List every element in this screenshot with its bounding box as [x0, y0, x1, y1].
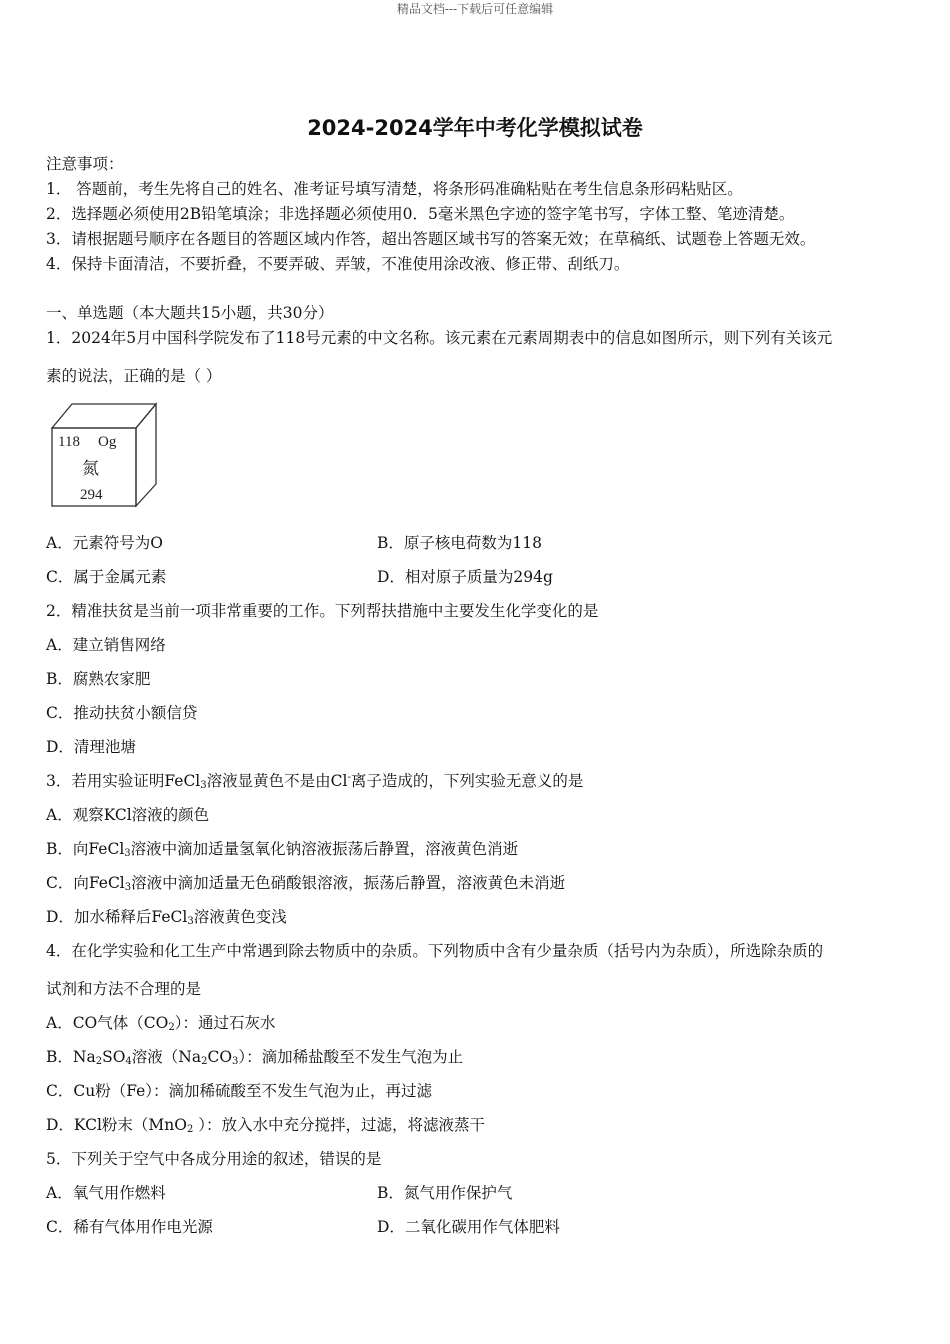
q1-option-b: B．原子核电荷数为118	[377, 534, 542, 552]
q1-option-d: D．相对原子质量为294g	[377, 568, 553, 586]
q4-option-d: D．KCl粉末（MnO$_2$ ）：放入水中充分搅拌，过滤，将滤液蒸干	[46, 1116, 486, 1135]
q1-option-a: A．元素符号为O	[46, 534, 163, 552]
q3-stem: 3．若用实验证明FeCl$_3$溶液显黄色不是由Cl-离子造成的，下列实验无意义的是	[46, 772, 584, 791]
header-note: 精品文档---下载后可任意编辑	[396, 2, 554, 16]
q5-stem: 5．下列关于空气中各成分用途的叙述，错误的是	[46, 1150, 382, 1168]
q1-option-c: C．属于金属元素	[46, 568, 167, 586]
element-name: 氮	[82, 459, 99, 479]
q2-option-b: B．腐熟农家肥	[46, 670, 151, 688]
element-cell-diagram	[48, 402, 160, 510]
q2-option-a: A．建立销售网络	[46, 636, 166, 654]
element-symbol: Og	[98, 434, 117, 450]
page-title: 2024-2024学年中考化学模拟试卷	[307, 116, 643, 140]
q1-stem-line2: 素的说法，正确的是（ ）	[46, 367, 222, 385]
q2-option-c: C．推动扶贫小额信贷	[46, 704, 198, 722]
element-mass: 294	[80, 487, 103, 503]
q3-option-a: A．观察KCl溶液的颜色	[46, 806, 210, 824]
q2-stem: 2．精准扶贫是当前一项非常重要的工作。下列帮扶措施中主要发生化学变化的是	[46, 602, 599, 620]
notice-item-2: 2．选择题必须使用2B铅笔填涂；非选择题必须使用0．5毫米黑色字迹的签字笔书写，字体工整、笔迹清楚。	[46, 205, 795, 223]
section-heading: 一、单选题（本大题共15小题，共30分）	[46, 304, 334, 322]
q4-option-a: A．CO气体$(CO_2)$：通过石灰水	[46, 1014, 276, 1033]
q4-option-c: C．Cu粉（Fe）：滴加稀硫酸至不发生气泡为止，再过滤	[46, 1082, 433, 1100]
notice-item-4: 4．保持卡面清洁，不要折叠，不要弄破、弄皱，不准使用涂改液、修正带、刮纸刀。	[46, 255, 630, 273]
q4-stem-line1: 4．在化学实验和化工生产中常遇到除去物质中的杂质。下列物质中含有少量杂质（括号内为杂质），所选除杂质的	[46, 942, 824, 960]
q5-option-d: D．二氧化碳用作气体肥料	[377, 1218, 560, 1236]
notice-item-1: 1． 答题前，考生先将自己的姓名、准考证号填写清楚，将条形码准确粘贴在考生信息条形码粘贴区。	[46, 180, 743, 198]
q3-option-b: B．向FeCl$_3$溶液中滴加适量氢氧化钠溶液振荡后静置，溶液黄色消逝	[46, 840, 519, 859]
q4-option-b: B．$Na_2SO_4$溶液$(Na_2CO_3)$：滴加稀盐酸至不发生气泡为止	[46, 1048, 464, 1067]
q3-option-d: D．加水稀释后FeCl$_3$溶液黄色变浅	[46, 908, 287, 927]
q5-option-a: A．氧气用作燃料	[46, 1184, 166, 1202]
q4-stem-line2: 试剂和方法不合理的是	[46, 980, 202, 998]
q1-stem-line1: 1．2024年5月中国科学院发布了118号元素的中文名称。该元素在元素周期表中的信息如图所示，则下列有关该元	[46, 329, 833, 347]
q3-option-c: C．向FeCl$_3$溶液中滴加适量无色硝酸银溶液，振荡后静置，溶液黄色未消逝	[46, 874, 566, 893]
notice-item-3: 3．请根据题号顺序在各题目的答题区域内作答，超出答题区域书写的答案无效；在草稿纸、试题卷上答题无效。	[46, 230, 816, 248]
element-number: 118	[58, 434, 80, 450]
notice-heading: 注意事项：	[46, 155, 124, 173]
q5-option-b: B．氮气用作保护气	[377, 1184, 513, 1202]
q2-option-d: D．清理池塘	[46, 738, 136, 756]
q5-option-c: C．稀有气体用作电光源	[46, 1218, 213, 1236]
